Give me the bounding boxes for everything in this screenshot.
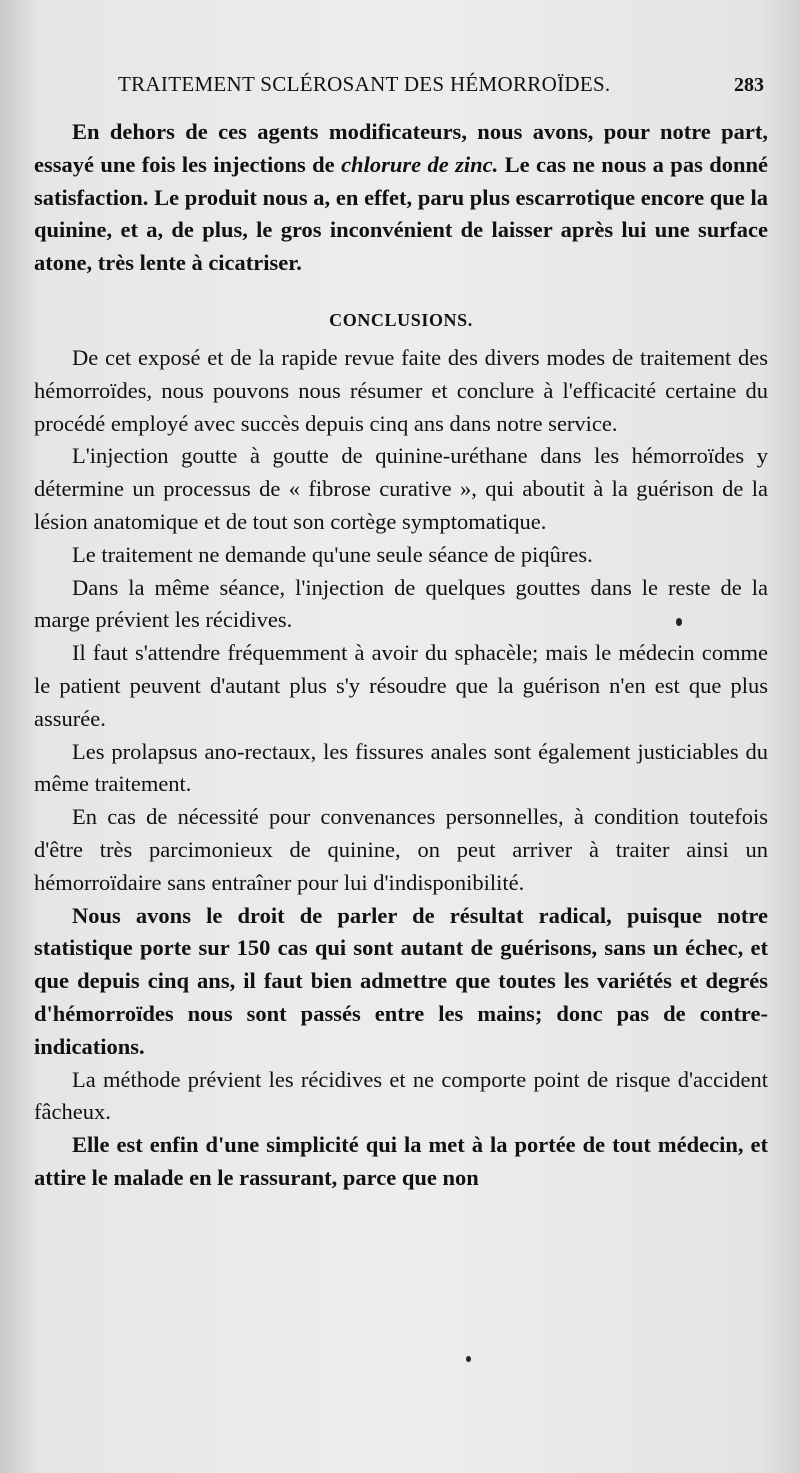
running-title: TRAITEMENT SCLÉROSANT DES HÉMORROÏDES.: [118, 72, 611, 96]
page-number: 283: [734, 74, 764, 96]
section-heading: CONCLUSIONS.: [329, 309, 473, 330]
paragraph: Il faut s'attendre fréquemment à avoir du sphacèle; mais le médecin comme le patient peuvent d'autant plus s'y résoudre que la guérison n'en est que plus assurée.: [34, 640, 768, 731]
paragraph: De cet exposé et de la rapide revue faite des divers modes de traitement des hémorroïdes, nous pouvons nous résumer et conclure à l'efficacité certaine du procédé employé avec succès depuis cinq ans dans notre service.: [34, 344, 768, 436]
paragraph: L'injection goutte à goutte de quinine-uréthane dans les hémorroïdes y détermine un processus de « fibrose curative », qui aboutit à la guérison de la lésion anatomique et de tout son cortège symptomatique.: [34, 443, 768, 534]
body-text: [34, 116, 768, 1195]
paragraph: Dans la même séance, l'injection de quelques gouttes dans le reste de la marge prévient les récidives.: [34, 574, 768, 633]
intro-italic-term: chlorure de zinc.: [341, 151, 499, 177]
intro-text-after: Le cas ne nous a pas donné satisfaction. Le produit nous a, en effet, paru plus escarrotique encore que la quinine, et a, de plus, le gros inconvénient de laisser après lui une surface atone, très lente à cicatriser.: [34, 151, 768, 276]
paragraph: La méthode prévient les récidives et ne comporte point de risque d'accident fâcheux.: [34, 1066, 768, 1125]
paragraph: Le traitement ne demande qu'une seule séance de piqûres.: [72, 541, 593, 567]
intro-text-before: En dehors de ces agents modificateurs, nous avons, pour notre part, essayé une fois les injections de: [34, 119, 768, 177]
paragraph: Elle est enfin d'une simplicité qui la met à la portée de tout médecin, et attire le malade en le rassurant, parce que non: [34, 1132, 768, 1190]
paragraph: En cas de nécessité pour convenances personnelles, à condition toutefois d'être très parcimonieux de quinine, on peut arriver à traiter ainsi un hémorroïdaire sans entraîner pour lui d'indisponibilité.: [34, 804, 768, 895]
running-head: [118, 72, 764, 104]
paragraph-intro: [34, 116, 768, 280]
paragraph: Nous avons le droit de parler de résultat radical, puisque notre statistique porte sur 150 cas qui sont autant de guérisons, sans un échec, et que depuis cinq ans, il faut bien admettre que toutes les variétés et degrés d'hémorroïdes nous sont passés entre les mains; donc pas de contre-indications.: [34, 902, 768, 1059]
ink-speck: [466, 1356, 471, 1362]
paragraph: Les prolapsus ano-rectaux, les fissures anales sont également justiciables du même traitement.: [34, 738, 768, 797]
ink-speck: [676, 618, 682, 626]
